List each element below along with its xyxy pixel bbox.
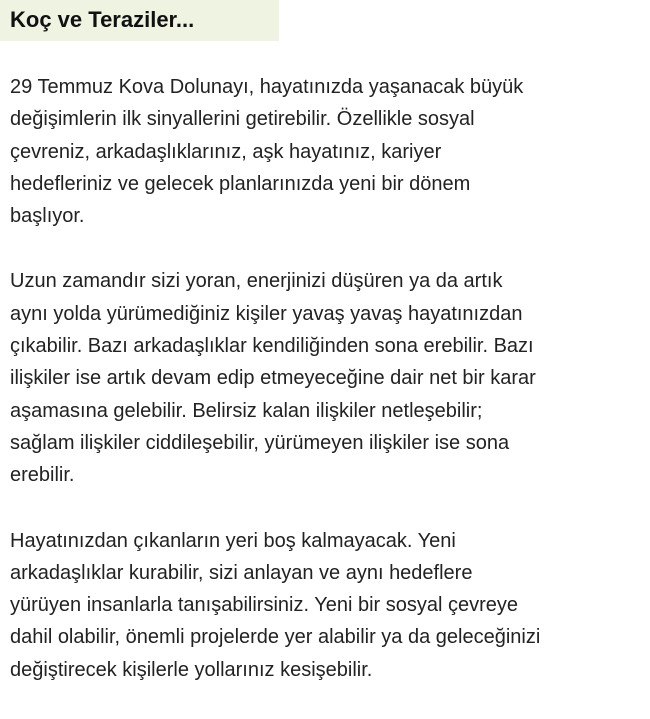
paragraph-2	[10, 265, 640, 491]
text-line: çevreniz, arkadaşlıklarınız, aşk hayatınız, kariyer	[10, 140, 442, 163]
text-line: değişimlerin ilk sinyallerini getirebilir. Özellikle sosyal	[10, 108, 475, 131]
section-title: Koç ve Teraziler...	[10, 7, 195, 32]
text-line: 29 Temmuz Kova Dolunayı, hayatınızda yaşanacak büyük	[10, 76, 524, 98]
text-line: erebilir.	[10, 464, 75, 487]
text-line: değiştirecek kişilerle yollarınız kesişebilir.	[10, 658, 373, 681]
text-line: Uzun zamandır sizi yoran, enerjinizi düşüren ya da artık	[10, 270, 503, 293]
text-line: aynı yolda yürümediğiniz kişiler yavaş yavaş hayatınızdan	[10, 302, 523, 325]
text-line: sağlam ilişkiler ciddileşebilir, yürümeyen ilişkiler ise sona	[10, 431, 510, 454]
paragraph-3	[10, 525, 640, 686]
text-line: dahil olabilir, önemli projelerde yer alabilir ya da geleceğinizi	[10, 626, 541, 649]
paragraph-1	[10, 71, 640, 232]
text-line: başlıyor.	[10, 205, 85, 228]
text-line: aşamasına gelebilir. Belirsiz kalan ilişkiler netleşebilir;	[10, 399, 483, 422]
text-line: Hayatınızdan çıkanların yeri boş kalmayacak. Yeni	[10, 529, 456, 552]
text-line: çıkabilir. Bazı arkadaşlıklar kendiliğinden sona erebilir. Bazı	[10, 335, 534, 358]
article-body	[10, 71, 640, 719]
text-line: yürüyen insanlarla tanışabilirsiniz. Yeni bir sosyal çevreye	[10, 594, 519, 617]
title-banner	[0, 0, 279, 41]
text-line: ilişkiler ise artık devam edip etmeyeceğine dair net bir karar	[10, 367, 536, 390]
text-line: arkadaşlıklar kurabilir, sizi anlayan ve aynı hedeflere	[10, 561, 473, 584]
text-line: hedefleriniz ve gelecek planlarınızda yeni bir dönem	[10, 172, 471, 195]
